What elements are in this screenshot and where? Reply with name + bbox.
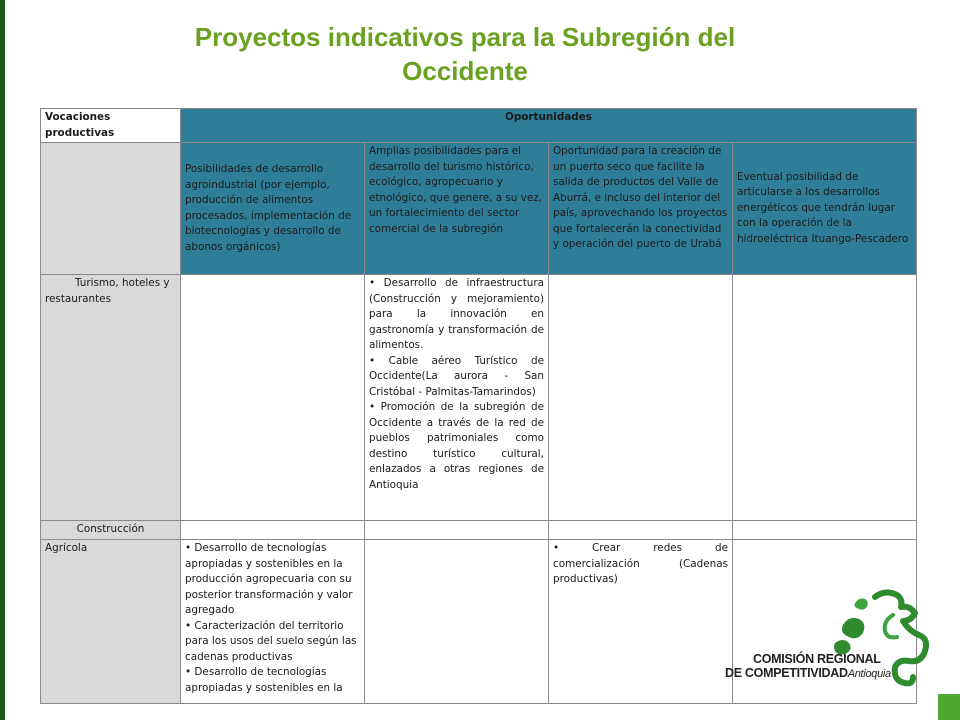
- vocation-header-blank: [41, 143, 181, 275]
- vocation-turismo: Turismo, hoteles y restaurantes: [41, 275, 181, 521]
- corner-accent: [938, 694, 960, 720]
- header-vocaciones: Vocaciones productivas: [41, 109, 181, 143]
- logo-comision-regional: [725, 585, 940, 695]
- table-cell: [365, 540, 549, 704]
- list-item: • Desarrollo de tecnologías apropiadas y sostenibles en la: [185, 666, 343, 694]
- table-cell: [181, 540, 365, 704]
- logo-line-1: COMISIÓN REGIONAL: [753, 652, 881, 666]
- table-cell: [733, 275, 917, 521]
- list-item: • Desarrollo de tecnologías apropiadas y sostenibles en la producción agropecuaria con su posterior transformación y valor agregado: [185, 542, 353, 616]
- logo-line-2-suffix: Antioquia: [847, 668, 891, 680]
- table-cell: [549, 275, 733, 521]
- list-item: • Promoción de la subregión de Occidente a través de la red de pueblos patrimoniales como destino turístico cultural, enlazados a otras regiones de Antioquia: [369, 401, 544, 491]
- slide-title: Proyectos indicativos para la Subregión del Occidente: [194, 22, 736, 86]
- left-accent-bar: [0, 0, 5, 720]
- list-item: • Cable aéreo Turístico de Occidente(La aurora - San Cristóbal - Palmitas-Tamarindos): [369, 354, 544, 398]
- table-cell: [365, 275, 549, 521]
- opportunity-header: Posibilidades de desarrollo agroindustrial (por ejemplo, producción de alimentos procesados, implementación de biotecnologías y desarrollo de abonos orgánicos): [181, 143, 365, 275]
- opportunity-header: Eventual posibilidad de articularse a los desarrollos energéticos que tendrán lugar con la operación de la hidroeléctrica Ituango-Pescadero: [733, 143, 917, 275]
- table-cell: [549, 521, 733, 540]
- table-cell: [181, 521, 365, 540]
- opportunity-header: Oportunidad para la creación de un puerto seco que facilite la salida de productos del Valle de Aburrá, e incluso del interior del país, aprovechando los proyectos que fortalecerán la conectividad y operación del puerto de Urabá: [549, 143, 733, 275]
- list-item: • Crear redes de comercialización (Cadenas productivas): [553, 542, 728, 585]
- table-cell: [181, 275, 365, 521]
- logo-line-2: [725, 666, 891, 680]
- vocation-construccion: Construcción: [41, 521, 181, 540]
- list-item: • Desarrollo de infraestructura (Construcción y mejoramiento) para la innovación en gastronomía y transformación de alimentos.: [369, 277, 544, 351]
- table-cell: [549, 540, 733, 704]
- opportunity-header: Amplias posibilidades para el desarrollo del turismo histórico, ecológico, agropecuario y etnológico, que genere, a su vez, un fortalecimiento del sector comercial de la subregión: [365, 143, 549, 275]
- logo-line-2-main: DE COMPETITIVIDAD: [725, 666, 848, 680]
- table-cell: [365, 521, 549, 540]
- vocation-agricola: Agrícola: [41, 540, 181, 704]
- list-item: • Caracterización del territorio para los usos del suelo según las cadenas productivas: [185, 619, 357, 663]
- table-cell: [733, 521, 917, 540]
- header-oportunidades: Oportunidades: [181, 109, 917, 143]
